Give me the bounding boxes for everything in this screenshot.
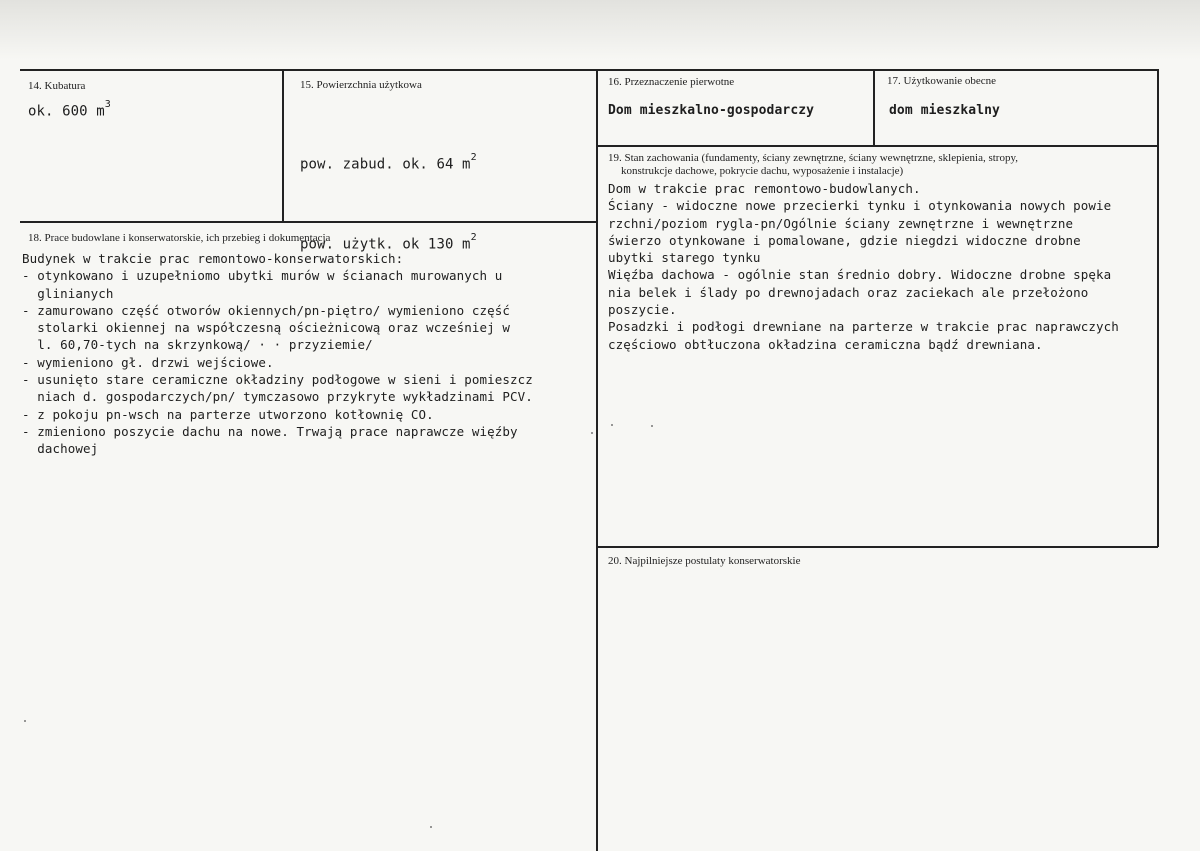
prace-line: - zamurowano część otworów okiennych/pn-piętro/ wymieniono część xyxy=(22,302,511,318)
scan-speck xyxy=(651,425,653,427)
divider-19-20 xyxy=(596,546,1158,548)
center-divider xyxy=(596,69,598,851)
prace-line: - otynkowano i uzupełniomo ubytki murów w ścianach murowanych u xyxy=(22,268,503,284)
prace-line: dachowej xyxy=(22,441,99,457)
divider-14-15 xyxy=(282,69,284,223)
prace-line: Budynek w trakcie prac remontowo-konserwatorskich: xyxy=(22,251,404,266)
kubatura-value: ok. 600 $m^3$ xyxy=(28,99,111,120)
stan-line: częściowo obtłuczona okładzina ceramiczna bądź drewniana. xyxy=(608,336,1043,352)
stan-text xyxy=(608,180,1119,353)
prace-line: niach d. gospodarczych/pn/ tymczasowo przykryte wykładzinami PCV. xyxy=(22,389,533,405)
prace-line: l. 60,70-tych na skrzynkową/ · · przyziemie/ xyxy=(22,337,373,353)
scan-speck xyxy=(611,424,613,426)
prace-label: 18. Prace budowlane i konserwatorskie, ich przebieg i dokumentacja xyxy=(28,232,331,244)
scan-speck xyxy=(430,826,432,828)
scan-speck xyxy=(591,432,593,434)
uzytkowanie-value: dom mieszkalny xyxy=(889,103,1000,118)
stan-line: Więźba dachowa - ogólnie stan średnio dobry. Widoczne drobne spęka xyxy=(608,267,1112,283)
prace-line: - z pokoju pn-wsch na parterze utworzono kotłownię CO. xyxy=(22,406,434,422)
divider-16-17 xyxy=(873,69,875,147)
stan-line: rzchni/poziom rygla-pn/Ogólnie ściany zewnętrzne i wewnętrzne xyxy=(608,215,1074,231)
scan-top-shadow xyxy=(0,0,1200,60)
przeznaczenie-value: Dom mieszkalno-gospodarczy xyxy=(608,103,815,118)
uzytkowanie-label: 17. Użytkowanie obecne xyxy=(887,75,997,87)
prace-line: - wymieniono gł. drzwi wejściowe. xyxy=(22,354,274,370)
kubatura-label: 14. Kubatura xyxy=(28,80,86,92)
prace-line: - usunięto stare ceramiczne okładziny podłogowe w sieni i pomieszcz xyxy=(22,372,533,388)
stan-label-line2: konstrukcje dachowe, pokrycie dachu, wyposażenie i instalacje) xyxy=(621,165,904,177)
prace-line: glinianych xyxy=(22,285,114,301)
stan-label xyxy=(608,152,1018,178)
postulaty-label: 20. Najpilniejsze postulaty konserwatorskie xyxy=(608,555,801,567)
przeznaczenie-label: 16. Przeznaczenie pierwotne xyxy=(608,76,735,88)
right-border-line xyxy=(1157,69,1159,547)
stan-line: Ściany - widoczne nowe przecierki tynku i otynkowania nowych powie xyxy=(608,198,1112,214)
stan-line: ubytki starego tynku xyxy=(608,250,761,266)
stan-line: świerzo otynkowane i pomalowane, gdzie niegdzi widoczne drobne xyxy=(608,232,1081,248)
stan-label-line1: 19. Stan zachowania (fundamenty, ściany zewnętrzne, ściany wewnętrzne, sklepienia, stropy, xyxy=(608,152,1019,164)
powierzchnia-label: 15. Powierzchnia użytkowa xyxy=(300,79,422,91)
prace-text xyxy=(22,250,533,458)
stan-line: poszycie. xyxy=(608,302,677,318)
powierzchnia-value: pow. zabud. ok. 64 $m^2$ pow. użytk. ok 130 $m^2$ xyxy=(300,152,477,253)
prace-line: stolarki okiennej na współczesną ościeżnicową oraz wcześniej w xyxy=(22,320,511,336)
scan-speck xyxy=(24,720,26,722)
prace-line: - zmieniono poszycie dachu na nowe. Trwają prace naprawcze więźby xyxy=(22,423,518,439)
stan-line: nia belek i ślady po drewnojadach oraz zaciekach ale przełożono xyxy=(608,284,1089,300)
stan-line: Dom w trakcie prac remontowo-budowlanych. xyxy=(608,181,921,196)
top-border-line xyxy=(20,69,1158,71)
stan-line: Posadzki i podłogi drewniane na parterze w trakcie prac naprawczych xyxy=(608,319,1119,335)
divider-16-19 xyxy=(596,145,1158,147)
